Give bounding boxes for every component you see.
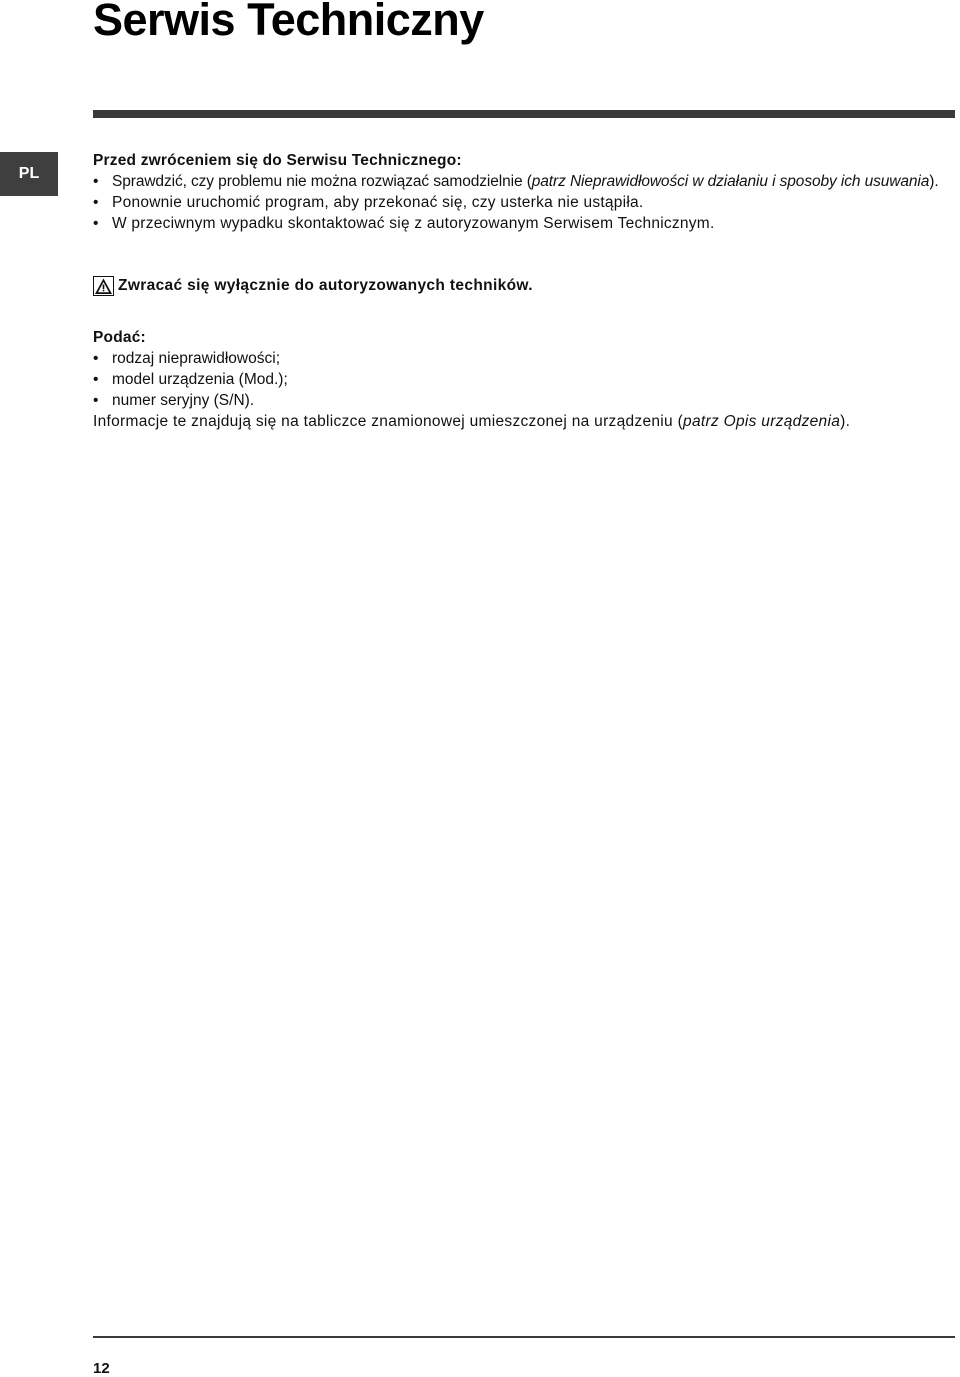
provide-heading: Podać: xyxy=(93,329,146,346)
before-service-heading: Przed zwróceniem się do Serwisu Technicznego: xyxy=(93,152,462,169)
reference-text: Opis urządzenia xyxy=(723,413,841,430)
reference-prefix: patrz xyxy=(531,173,566,190)
list-item: • W przeciwnym wypadku skontaktować się z autoryzowanym Serwisem Technicznym. xyxy=(93,213,960,234)
list-item: • Ponownie uruchomić program, aby przekonać się, czy usterka nie ustąpiła. xyxy=(93,192,960,213)
warning-text: Zwracać się wyłącznie do autoryzowanych techników. xyxy=(118,277,533,294)
list-item-text: Sprawdzić, czy problemu nie można rozwiązać samodzielnie ( xyxy=(112,173,532,190)
reference-close: ). xyxy=(840,413,851,430)
page-title: Serwis Techniczny xyxy=(93,0,484,45)
main-content xyxy=(93,150,960,432)
page-number: 12 xyxy=(93,1360,110,1377)
language-tab: PL xyxy=(0,152,58,196)
info-text: Informacje te znajdują się na tabliczce znamionowej umieszczonej na urządzeniu ( xyxy=(93,413,684,430)
reference-close: ). xyxy=(929,173,939,190)
provide-list xyxy=(93,348,960,411)
warning-triangle-icon xyxy=(93,276,114,296)
header-rule xyxy=(93,110,955,118)
before-service-list xyxy=(93,171,960,234)
warning-note xyxy=(93,275,960,296)
info-line xyxy=(93,411,960,432)
reference-text: Nieprawidłowości w działaniu i sposoby ich usuwania xyxy=(569,173,930,190)
list-item: • numer seryjny (S/N). xyxy=(93,390,960,411)
list-item: • model urządzenia (Mod.); xyxy=(93,369,960,390)
reference-prefix: patrz xyxy=(683,413,720,430)
list-item: • rodzaj nieprawidłowości; xyxy=(93,348,960,369)
footer-rule xyxy=(93,1336,955,1338)
list-item xyxy=(93,171,960,192)
provide-section xyxy=(93,327,960,432)
